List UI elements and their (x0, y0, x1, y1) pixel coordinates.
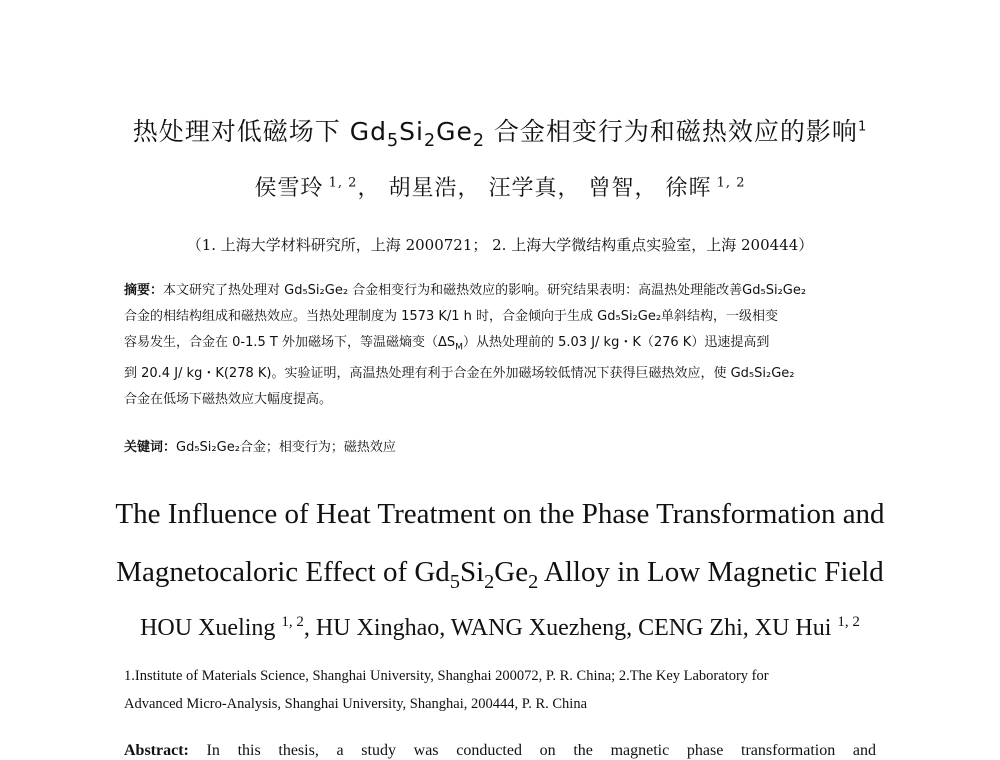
en-affiliation-line2: Advanced Micro-Analysis, Shanghai University, Shanghai, 200444, P. R. China (124, 696, 588, 712)
english-title-line1: The Influence of Heat Treatment on the Phase Transformation and (115, 498, 885, 530)
cn-abstract-line2: 合金的相结构组成和磁热效应。当热处理制度为 1573 K/1 h 时，合金倾向于生成 Gd₅Si₂Ge₂单斜结构，一级相变 (124, 309, 779, 324)
cn-author-sep-1: ， (457, 176, 489, 201)
en-abstract-label: Abstract: (124, 742, 189, 759)
cn-author-0: 侯雪玲 (254, 176, 324, 201)
en-affiliation-line1: 1.Institute of Materials Science, Shanghai University, Shanghai 200072, P. R. China; 2.The Key Laboratory for (124, 668, 769, 684)
chinese-title (0, 112, 1000, 151)
english-title-line2 (0, 556, 1000, 594)
cn-author-sep-3: ， (634, 176, 666, 201)
cn-abstract-text1: 本文研究了热处理对 Gd₅Si₂Ge₂ 合金相变行为和磁热效应的影响。研究结果表明：高温热处理能改善Gd₅Si₂Ge₂ (163, 283, 807, 298)
en-title-prefix: Magnetocaloric Effect of Gd (116, 556, 450, 588)
cn-author-sep-0: ， (357, 176, 389, 201)
en-title-si: Si (459, 556, 485, 588)
keywords-label: 关键词： (124, 440, 177, 455)
cn-title-si: Si (399, 117, 424, 146)
en-abstract-text: In this thesis, a study was conducted on the magnetic phase transformation and (188, 742, 876, 759)
cn-author-2: 汪学真 (488, 176, 558, 201)
cn-author-sep-2: ， (557, 176, 589, 201)
en-author-xu-sup: 1, 2 (837, 614, 860, 630)
en-title-suffix: Alloy in Low Magnetic Field (538, 556, 884, 588)
english-authors (0, 614, 1000, 642)
english-abstract (124, 742, 876, 760)
cn-author-sup-0: 1, 2 (323, 175, 358, 191)
chinese-keywords (124, 436, 876, 455)
en-title-ge: Ge (494, 556, 529, 588)
cn-title-sub-2b: 2 (472, 131, 485, 151)
cn-title-footnote: 1 (857, 119, 868, 135)
cn-author-sup-4: 1, 2 (711, 175, 746, 191)
cn-author-3: 曾智 (588, 176, 635, 201)
chinese-authors (0, 171, 1000, 202)
en-author-hou-sup: 1, 2 (281, 614, 304, 630)
en-title-sub-2b: 2 (528, 570, 539, 593)
english-affiliation (124, 662, 904, 718)
en-title-sub-2a: 2 (484, 570, 495, 593)
en-author-hou: HOU Xueling (140, 615, 276, 641)
cn-author-1: 胡星浩 (388, 176, 458, 201)
cn-abstract-line3: 容易发生，合金在 0-1.5 T 外加磁场下，等温磁熵变$(\Delta S_M)$从热处理前的 5.03 J/ kg・K（276 K）迅速提高到 (124, 335, 770, 353)
cn-abstract-line1 (124, 278, 876, 304)
en-title-sub-5: 5 (449, 570, 460, 593)
cn-abstract-line5: 合金在低场下磁热效应大幅度提高。 (124, 391, 333, 407)
cn-abstract-line4: 到 20.4 J/ kg・K(278 K)。实验证明，高温热处理有利于合金在外加磁场较低情况下获得巨磁热效应，使 Gd₅Si₂Ge₂ (124, 365, 795, 381)
cn-title-prefix: 热处理对低磁场下 (132, 117, 350, 146)
cn-title-sub-5: 5 (386, 131, 400, 151)
cn-title-sub-2a: 2 (423, 131, 437, 151)
cn-title-ge: Ge (436, 117, 473, 146)
keywords-text: Gd₅Si₂Ge₂合金；相变行为；磁热效应 (176, 440, 396, 455)
cn-abstract-label: 摘要： (124, 283, 164, 298)
cn-title-suffix: 合金相变行为和磁热效应的影响 (484, 117, 858, 146)
chinese-abstract (124, 278, 876, 413)
chinese-affiliation: （1. 上海大学材料研究所，上海 2000721； 2. 上海大学微结构重点实验室，上海 200444） (186, 236, 814, 254)
cn-author-4: 徐晖 (665, 176, 712, 201)
cn-title-gd: Gd (349, 117, 387, 146)
en-authors-rest: , HU Xinghao, WANG Xuezheng, CENG Zhi, XU Hui (303, 615, 832, 641)
